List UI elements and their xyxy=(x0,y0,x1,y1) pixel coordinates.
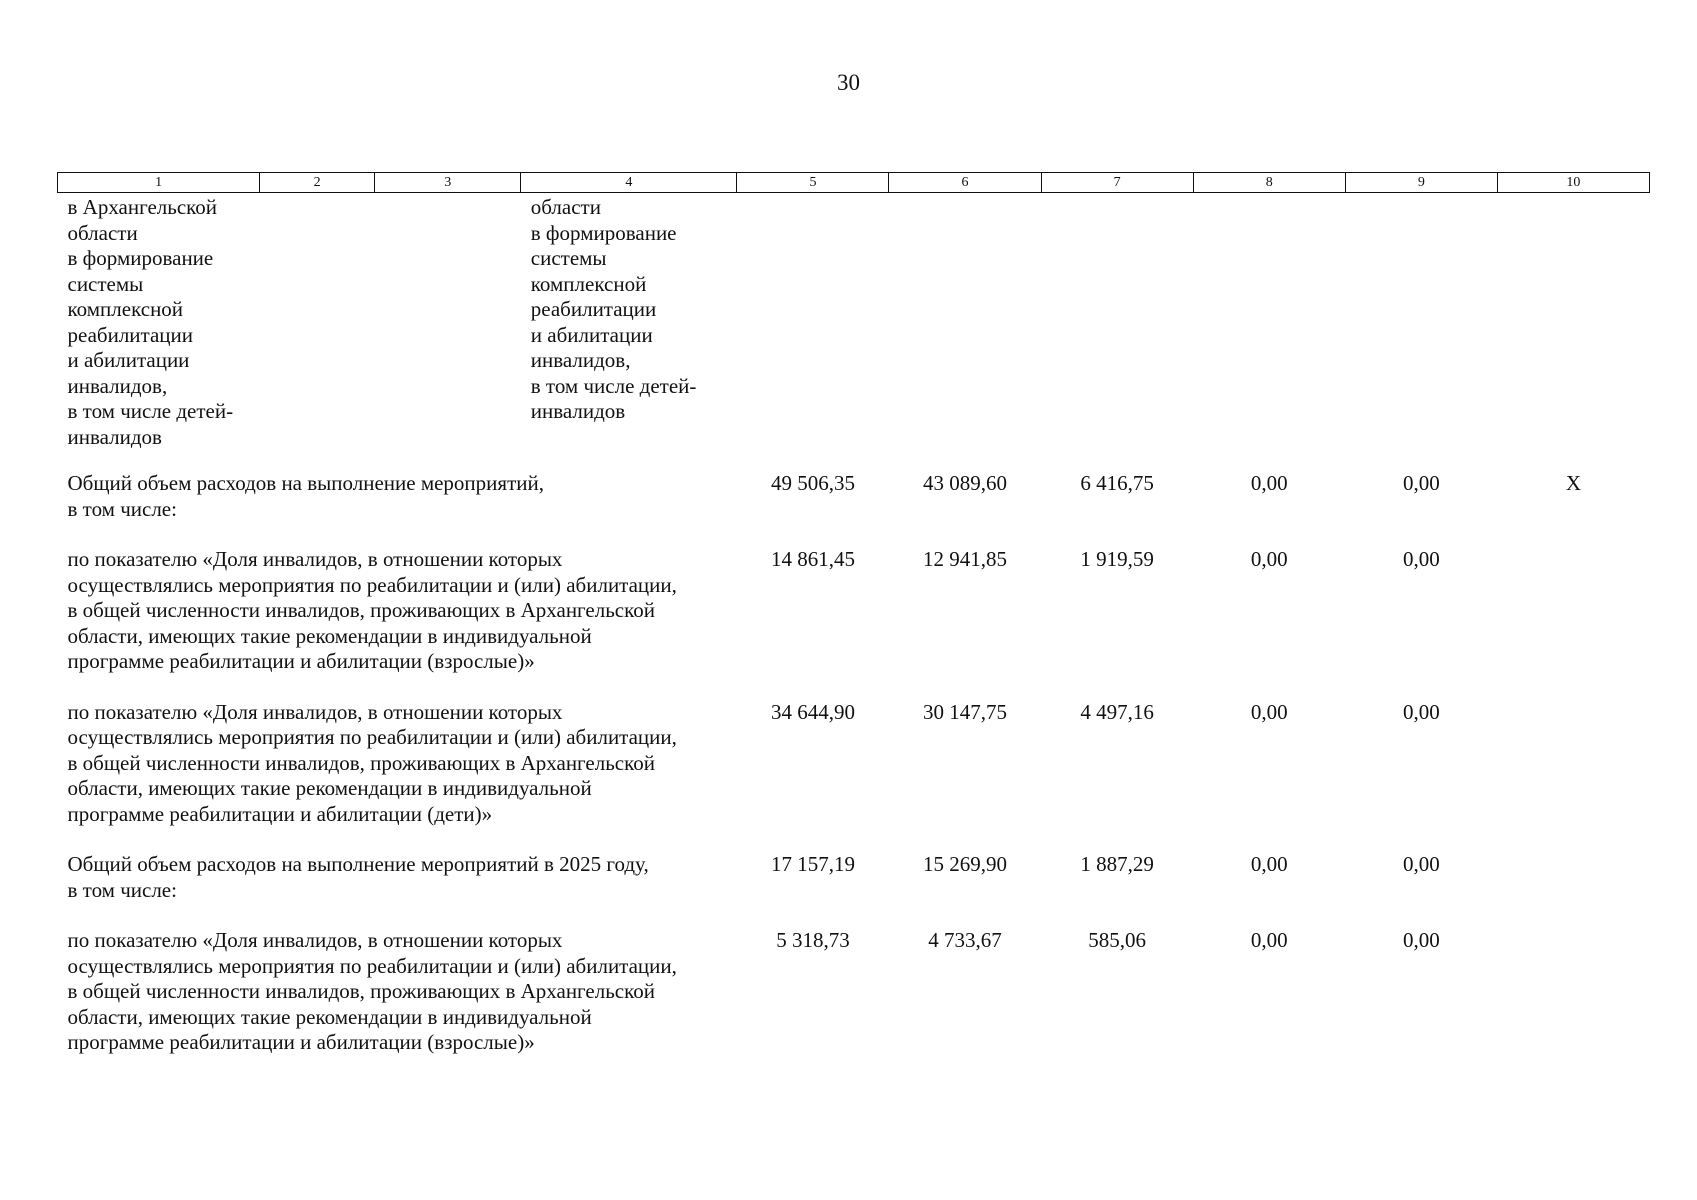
row-label: Общий объем расходов на выполнение мероприятий, в том числе: xyxy=(67,471,544,521)
cell-value: 585,06 xyxy=(1088,928,1146,952)
cell-value: 0,00 xyxy=(1250,547,1288,571)
cell-value: 5 318,73 xyxy=(776,928,850,952)
cell-value: 0,00 xyxy=(1250,699,1288,724)
column-header: 4 xyxy=(521,173,737,193)
table-row xyxy=(58,450,1650,522)
cell-value: 0,00 xyxy=(1402,928,1440,952)
table-row xyxy=(58,903,1650,1056)
cell-value: 49 506,35 xyxy=(770,471,855,495)
cell-value: 0,00 xyxy=(1402,547,1440,571)
column-header: 3 xyxy=(375,173,521,193)
table-row xyxy=(58,522,1650,675)
cell-value: X xyxy=(1565,471,1582,495)
row-label: по показателю «Доля инвалидов, в отношении которых осуществлялись мероприятия по реабилитации и (или) абилитации, в общей численности инвалидов, проживающих в Архангельской области, имеющих такие рекомендации в индивидуальной программе реабилитации и абилитации (дети)» xyxy=(67,699,677,826)
continuation-col4: области в формирование системы комплексной реабилитации и абилитации инвалидов, в том числе детей- инвалидов xyxy=(530,195,697,423)
row-label: по показателю «Доля инвалидов, в отношении которых осуществлялись мероприятия по реабилитации и (или) абилитации, в общей численности инвалидов, проживающих в Архангельской области, имеющих такие рекомендации в индивидуальной программе реабилитации и абилитации (взрослые)» xyxy=(67,928,677,1054)
column-header: 10 xyxy=(1497,173,1649,193)
table-row xyxy=(58,675,1650,828)
cell-value: 0,00 xyxy=(1402,852,1440,876)
column-header: 7 xyxy=(1041,173,1193,193)
cell-value: 4 733,67 xyxy=(928,928,1002,952)
cell-value: 34 644,90 xyxy=(770,699,855,724)
cell-value xyxy=(1497,522,1649,675)
cell-value xyxy=(1497,827,1649,903)
column-header: 2 xyxy=(260,173,375,193)
row-label: по показателю «Доля инвалидов, в отношении которых осуществлялись мероприятия по реабилитации и (или) абилитации, в общей численности инвалидов, проживающих в Архангельской области, имеющих такие рекомендации в индивидуальной программе реабилитации и абилитации (взрослые)» xyxy=(67,547,677,673)
column-header: 6 xyxy=(889,173,1041,193)
cell-value: 0,00 xyxy=(1250,928,1288,952)
column-header: 5 xyxy=(737,173,889,193)
cell-value: 1 919,59 xyxy=(1080,547,1154,571)
cell-value: 0,00 xyxy=(1250,852,1288,876)
continuation-row xyxy=(58,193,1650,451)
cell-value: 0,00 xyxy=(1250,471,1288,495)
cell-value: 12 941,85 xyxy=(923,547,1008,571)
budget-table xyxy=(57,172,1650,1056)
cell-value: 1 887,29 xyxy=(1080,852,1154,876)
cell-value: 6 416,75 xyxy=(1080,471,1154,495)
column-header: 9 xyxy=(1345,173,1497,193)
cell-value: 4 497,16 xyxy=(1080,699,1154,724)
cell-value: 30 147,75 xyxy=(923,699,1008,724)
cell-value xyxy=(1497,675,1649,828)
column-header: 8 xyxy=(1193,173,1345,193)
cell-value xyxy=(1497,903,1649,1056)
column-header: 1 xyxy=(58,173,260,193)
continuation-col1: в Архангельской области в формирование системы комплексной реабилитации и абилитации инвалидов, в том числе детей- инвалидов xyxy=(67,195,234,449)
row-label: Общий объем расходов на выполнение мероприятий в 2025 году, в том числе: xyxy=(67,852,649,902)
cell-value: 14 861,45 xyxy=(770,547,855,571)
column-number-header xyxy=(58,173,1650,193)
cell-value: 43 089,60 xyxy=(923,471,1008,495)
page-number: 30 xyxy=(837,70,860,95)
cell-value: 17 157,19 xyxy=(770,852,855,876)
cell-value: 0,00 xyxy=(1402,471,1440,495)
cell-value: 15 269,90 xyxy=(923,852,1008,876)
cell-value: 0,00 xyxy=(1402,699,1440,724)
table-row xyxy=(58,827,1650,903)
